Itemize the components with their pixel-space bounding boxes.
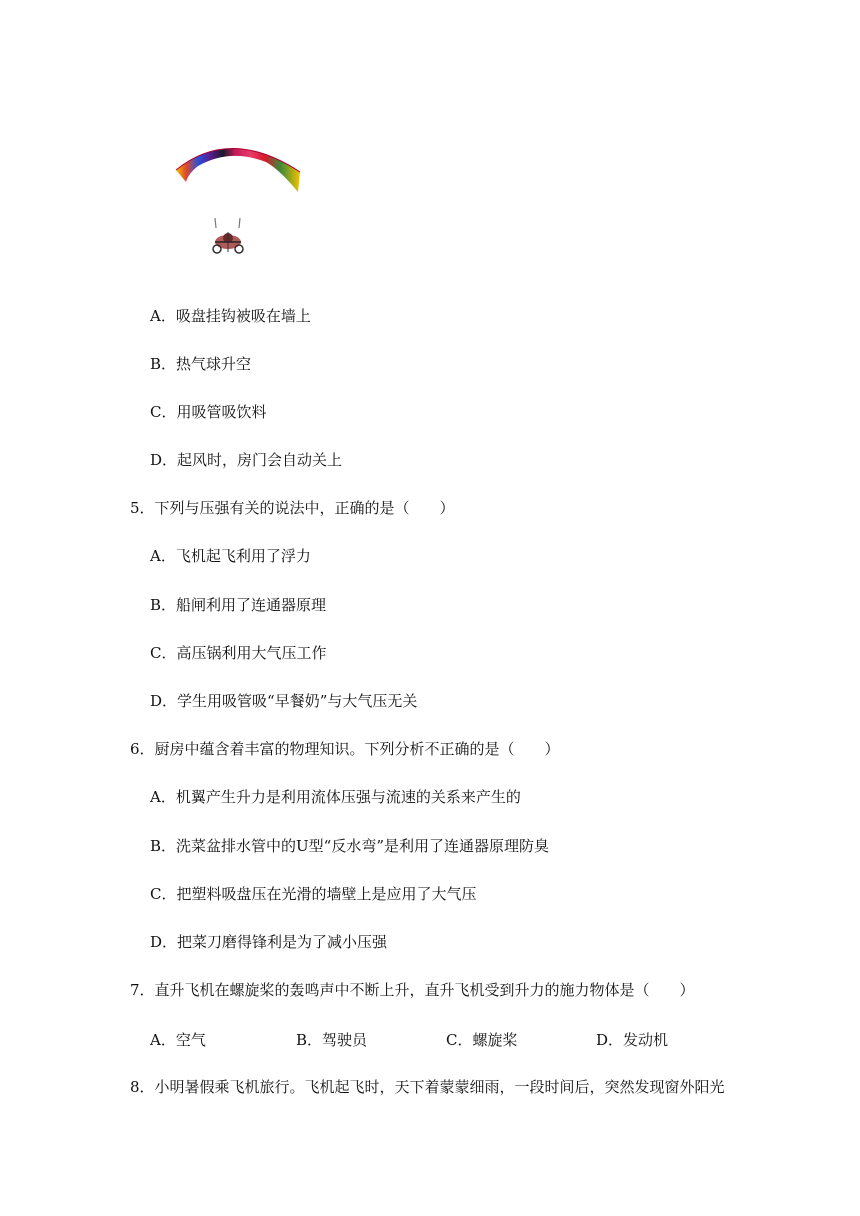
q5-option-c: C．高压锅利用大气压工作 bbox=[150, 644, 327, 662]
paraglider-icon bbox=[168, 132, 308, 267]
q7-option-c: C．螺旋桨 bbox=[446, 1031, 518, 1049]
q7-option-b: B．驾驶员 bbox=[296, 1031, 368, 1049]
q4-option-d: D．起风时，房门会自动关上 bbox=[150, 451, 343, 469]
q7-option-d: D．发动机 bbox=[596, 1031, 669, 1049]
q7-option-a: A．空气 bbox=[150, 1031, 206, 1049]
q4-option-b: B．热气球升空 bbox=[150, 355, 252, 373]
q6-option-c: C．把塑料吸盘压在光滑的墙壁上是应用了大气压 bbox=[150, 885, 477, 903]
paraglider-wing bbox=[176, 148, 300, 192]
q4-option-a: A．吸盘挂钩被吸在墙上 bbox=[150, 307, 311, 325]
q7-stem: 7．直升飞机在螺旋桨的轰鸣声中不断上升，直升飞机受到升力的施力物体是（ ） bbox=[130, 981, 695, 999]
q6-option-a: A．机翼产生升力是利用流体压强与流速的关系来产生的 bbox=[150, 788, 521, 806]
q8-stem: 8．小明暑假乘飞机旅行。飞机起飞时，天下着蒙蒙细雨，一段时间后，突然发现窗外阳光 bbox=[130, 1078, 725, 1096]
q4-option-c: C．用吸管吸饮料 bbox=[150, 403, 267, 421]
q7-options bbox=[150, 1030, 710, 1050]
q5-option-d: D．学生用吸管吸“早餐奶”与大气压无关 bbox=[150, 692, 418, 710]
q6-stem: 6．厨房中蕴含着丰富的物理知识。下列分析不正确的是（ ） bbox=[130, 740, 560, 758]
q5-stem: 5．下列与压强有关的说法中，正确的是（ ） bbox=[130, 499, 455, 517]
q6-option-b: B．洗菜盆排水管中的U型“反水弯”是利用了连通器原理防臭 bbox=[150, 837, 550, 855]
pilot-trike bbox=[213, 232, 243, 253]
q5-option-b: B．船闸利用了连通器原理 bbox=[150, 596, 327, 614]
q5-option-a: A．飞机起飞利用了浮力 bbox=[150, 547, 311, 565]
q6-option-d: D．把菜刀磨得锋利是为了减小压强 bbox=[150, 933, 388, 951]
